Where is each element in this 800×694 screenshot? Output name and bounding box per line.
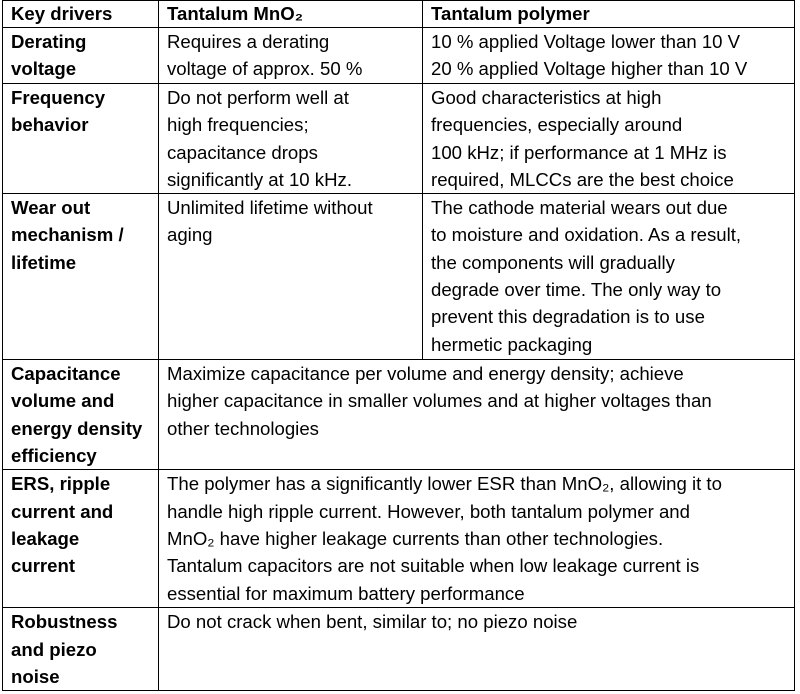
cell-mno2-derating: Requires a derating voltage of approx. 50 %: [159, 28, 423, 84]
header-row: [3, 1, 795, 28]
table-row: [3, 608, 795, 691]
row-label-capacitance: Capacitance volume and energy density efficiency: [3, 360, 159, 470]
cell-mno2-wear-out: Unlimited lifetime without aging: [159, 194, 423, 360]
header-key-drivers: Key drivers: [3, 1, 159, 28]
comparison-table: [2, 0, 795, 691]
row-label-ers-ripple: ERS, ripple current and leakage current: [3, 470, 159, 608]
cell-mno2-frequency: Do not perform well at high frequencies; capacitance drops significantly at 10 kHz.: [159, 84, 423, 194]
table-row: [3, 470, 795, 608]
cell-polymer-derating: 10 % applied Voltage lower than 10 V 20 % applied Voltage higher than 10 V: [423, 28, 795, 84]
table-row: [3, 194, 795, 360]
row-label-frequency-behavior: Frequency behavior: [3, 84, 159, 194]
cell-merged-ers-ripple: The polymer has a significantly lower ESR than MnO₂, allowing it to handle high ripple current. However, both tantalum polymer and MnO₂ have higher leakage currents than other technologies. Tantalum capacitors are not suitable when low leakage current is essential for maximum battery performance: [159, 470, 795, 608]
table-row: [3, 84, 795, 194]
row-label-robustness: Robustness and piezo noise: [3, 608, 159, 691]
table-row: [3, 28, 795, 84]
cell-merged-capacitance: Maximize capacitance per volume and energy density; achieve higher capacitance in smaller volumes and at higher voltages than other technologies: [159, 360, 795, 470]
row-label-wear-out: Wear out mechanism / lifetime: [3, 194, 159, 360]
cell-merged-robustness: Do not crack when bent, similar to; no piezo noise: [159, 608, 795, 691]
cell-polymer-frequency: Good characteristics at high frequencies, especially around 100 kHz; if performance at 1 MHz is required, MLCCs are the best choice: [423, 84, 795, 194]
row-label-derating-voltage: Derating voltage: [3, 28, 159, 84]
header-tantalum-polymer: Tantalum polymer: [423, 1, 795, 28]
table-row: [3, 360, 795, 470]
cell-polymer-wear-out: The cathode material wears out due to moisture and oxidation. As a result, the components will gradually degrade over time. The only way to prevent this degradation is to use hermetic packaging: [423, 194, 795, 360]
header-tantalum-mno2: Tantalum MnO₂: [159, 1, 423, 28]
